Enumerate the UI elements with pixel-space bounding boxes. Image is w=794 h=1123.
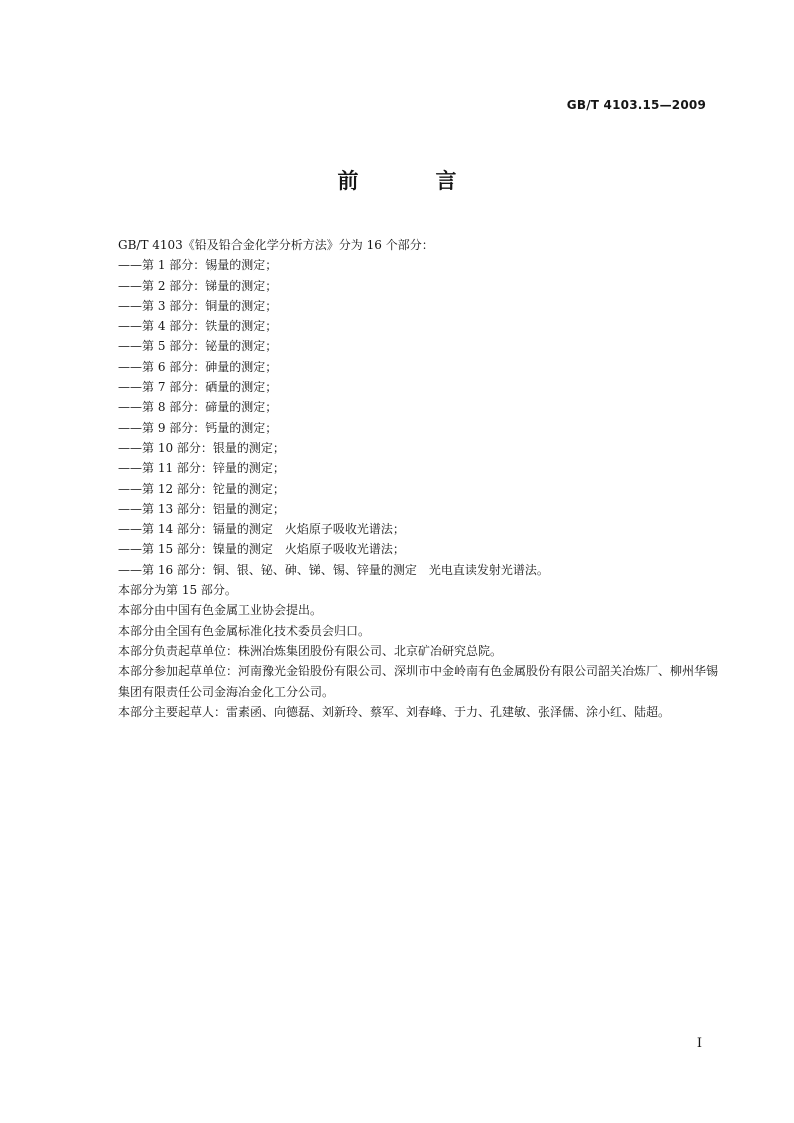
intro-line: GB/T 4103《铅及铅合金化学分析方法》分为 16 个部分： (118, 238, 434, 252)
drafters-paragraph: 本部分主要起草人：雷素函、向德磊、刘新玲、蔡军、刘春峰、于力、孔建敏、张泽儒、涂小红、陆超。 (118, 704, 671, 719)
proposed-by-paragraph: 本部分由中国有色金属工业协会提出。 (118, 603, 323, 618)
part-item: ——第 11 部分：锌量的测定； (118, 461, 285, 476)
part-item: ——第 2 部分：锑量的测定； (118, 278, 278, 293)
part-item: ——第 14 部分：镉量的测定 火焰原子吸收光谱法； (118, 522, 405, 537)
part-item: ——第 16 部分：铜、银、铋、砷、锑、锡、锌量的测定 光电直读发射光谱法。 (118, 562, 549, 577)
centralized-by-paragraph: 本部分由全国有色金属标准化技术委员会归口。 (118, 623, 371, 638)
part-item: ——第 1 部分：锡量的测定； (118, 258, 278, 273)
participating-units-paragraph: 本部分参加起草单位：河南豫光金铅股份有限公司、深圳市中金岭南有色金属股份有限公司韶关冶炼厂、柳州华锡集团有限责任公司金海冶金化工分公司。 (118, 664, 719, 699)
this-part-paragraph: 本部分为第 15 部分。 (118, 583, 237, 598)
part-item: ——第 13 部分：铝量的测定； (118, 501, 285, 516)
standard-code: GB/T 4103.15—2009 (566, 98, 706, 112)
part-item: ——第 10 部分：银量的测定； (118, 440, 285, 455)
part-item: ——第 15 部分：镍量的测定 火焰原子吸收光谱法； (118, 542, 405, 557)
parts-list (118, 255, 718, 580)
part-item: ——第 5 部分：铋量的测定； (118, 339, 278, 354)
part-item: ——第 12 部分：铊量的测定； (118, 481, 285, 496)
part-item: ——第 6 部分：砷量的测定； (118, 359, 278, 374)
foreword-body (118, 235, 718, 722)
drafting-unit-paragraph: 本部分负责起草单位：株洲冶炼集团股份有限公司、北京矿冶研究总院。 (118, 643, 503, 658)
page-number: I (696, 1036, 702, 1051)
part-item: ——第 4 部分：铁量的测定； (118, 319, 278, 334)
part-item: ——第 8 部分：碲量的测定； (118, 400, 278, 415)
page-title: 前 言 (337, 169, 485, 193)
part-item: ——第 9 部分：钙量的测定； (118, 420, 278, 435)
part-item: ——第 7 部分：硒量的测定； (118, 380, 278, 395)
part-item: ——第 3 部分：铜量的测定； (118, 298, 278, 313)
